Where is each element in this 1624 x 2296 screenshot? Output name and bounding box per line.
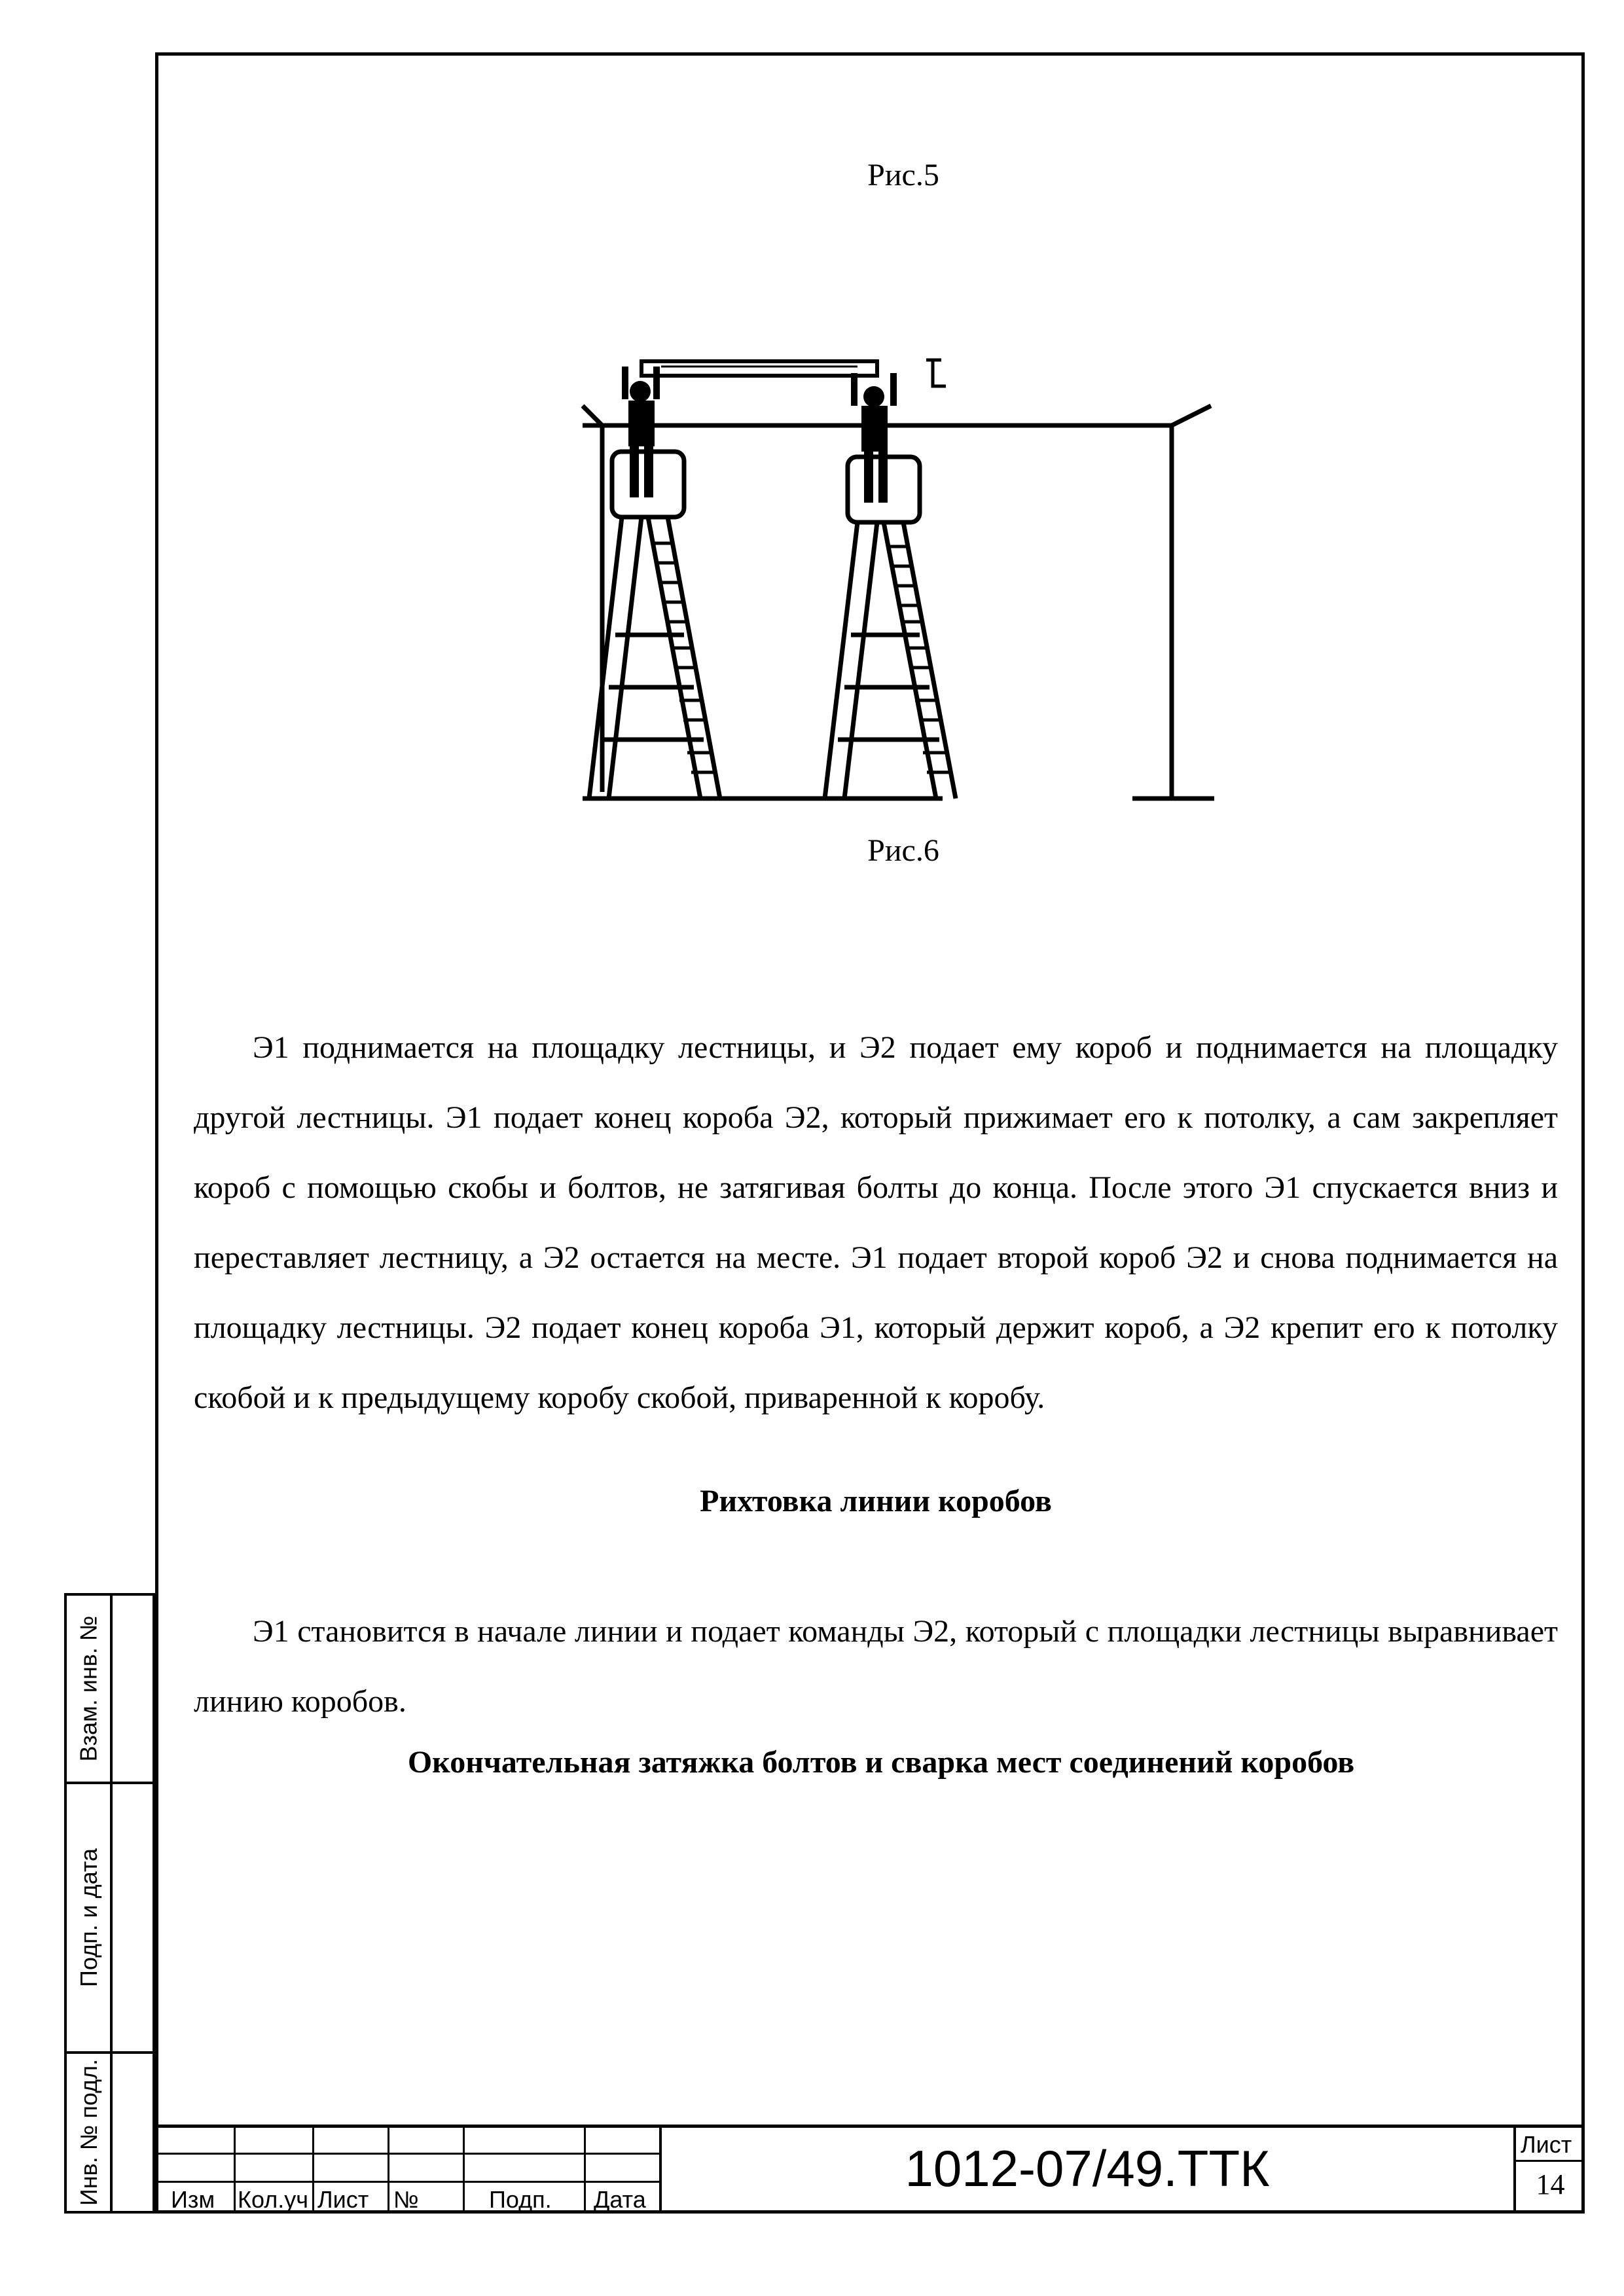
figure-6-illustration (576, 347, 1231, 812)
paragraph-2 (194, 1596, 1558, 1736)
side-label-inv-podl: Инв. № подл. (75, 2058, 102, 2206)
paragraph-1 (194, 1013, 1558, 1433)
col-num-label: № (393, 2186, 419, 2213)
col-podp-label: Подп. (489, 2186, 552, 2213)
title-block (155, 2125, 1585, 2214)
figure-6-caption: Рис.6 (867, 833, 939, 868)
section-heading-alignment: Рихтовка линии коробов (700, 1484, 1052, 1518)
document-code: 1012-07/49.ТТК (905, 2140, 1270, 2197)
col-izm-label: Изм (171, 2186, 215, 2213)
paragraph-1-text: Э1 поднимается на площадку лестницы, и Э2 подает ему короб и поднимается на площадку другой лестницы. Э1 подает конец короба Э2, который прижимает его к потолку, а сам закрепляет короб с помощью скобы и болтов, не затягивая болты до конца. После этого Э1 спускается вниз и переставляет лестницу, а Э2 остается на месте. Э1 подает второй короб Э2 и снова поднимается на площадку лестницы. Э2 подает конец короба Э1, который держит короб, а Э2 крепит его к потолку скобой и к предыдущему коробу скобой, приваренной к коробу. (194, 1030, 1558, 1415)
col-kol-label: Кол.уч (238, 2186, 308, 2213)
side-label-podp-data: Подп. и дата (75, 1848, 102, 1988)
sheet-number: 14 (1536, 2168, 1565, 2200)
section-heading-tightening: Окончательная затяжка болтов и сварка мест соединений коробов (407, 1745, 1355, 1780)
col-data-label: Дата (594, 2186, 646, 2213)
col-list-label: Лист (317, 2186, 369, 2213)
sheet-label: Лист (1521, 2131, 1572, 2158)
side-label-vzam-inv: Взам. инв. № (75, 1615, 102, 1762)
side-stamp (64, 1593, 155, 2214)
paragraph-2-text: Э1 становится в начале линии и подает команды Э2, который с площадки лестницы выравнивает линию коробов. (194, 1614, 1558, 1719)
side-divider (110, 1593, 113, 2214)
figure-5-caption: Рис.5 (867, 158, 939, 192)
